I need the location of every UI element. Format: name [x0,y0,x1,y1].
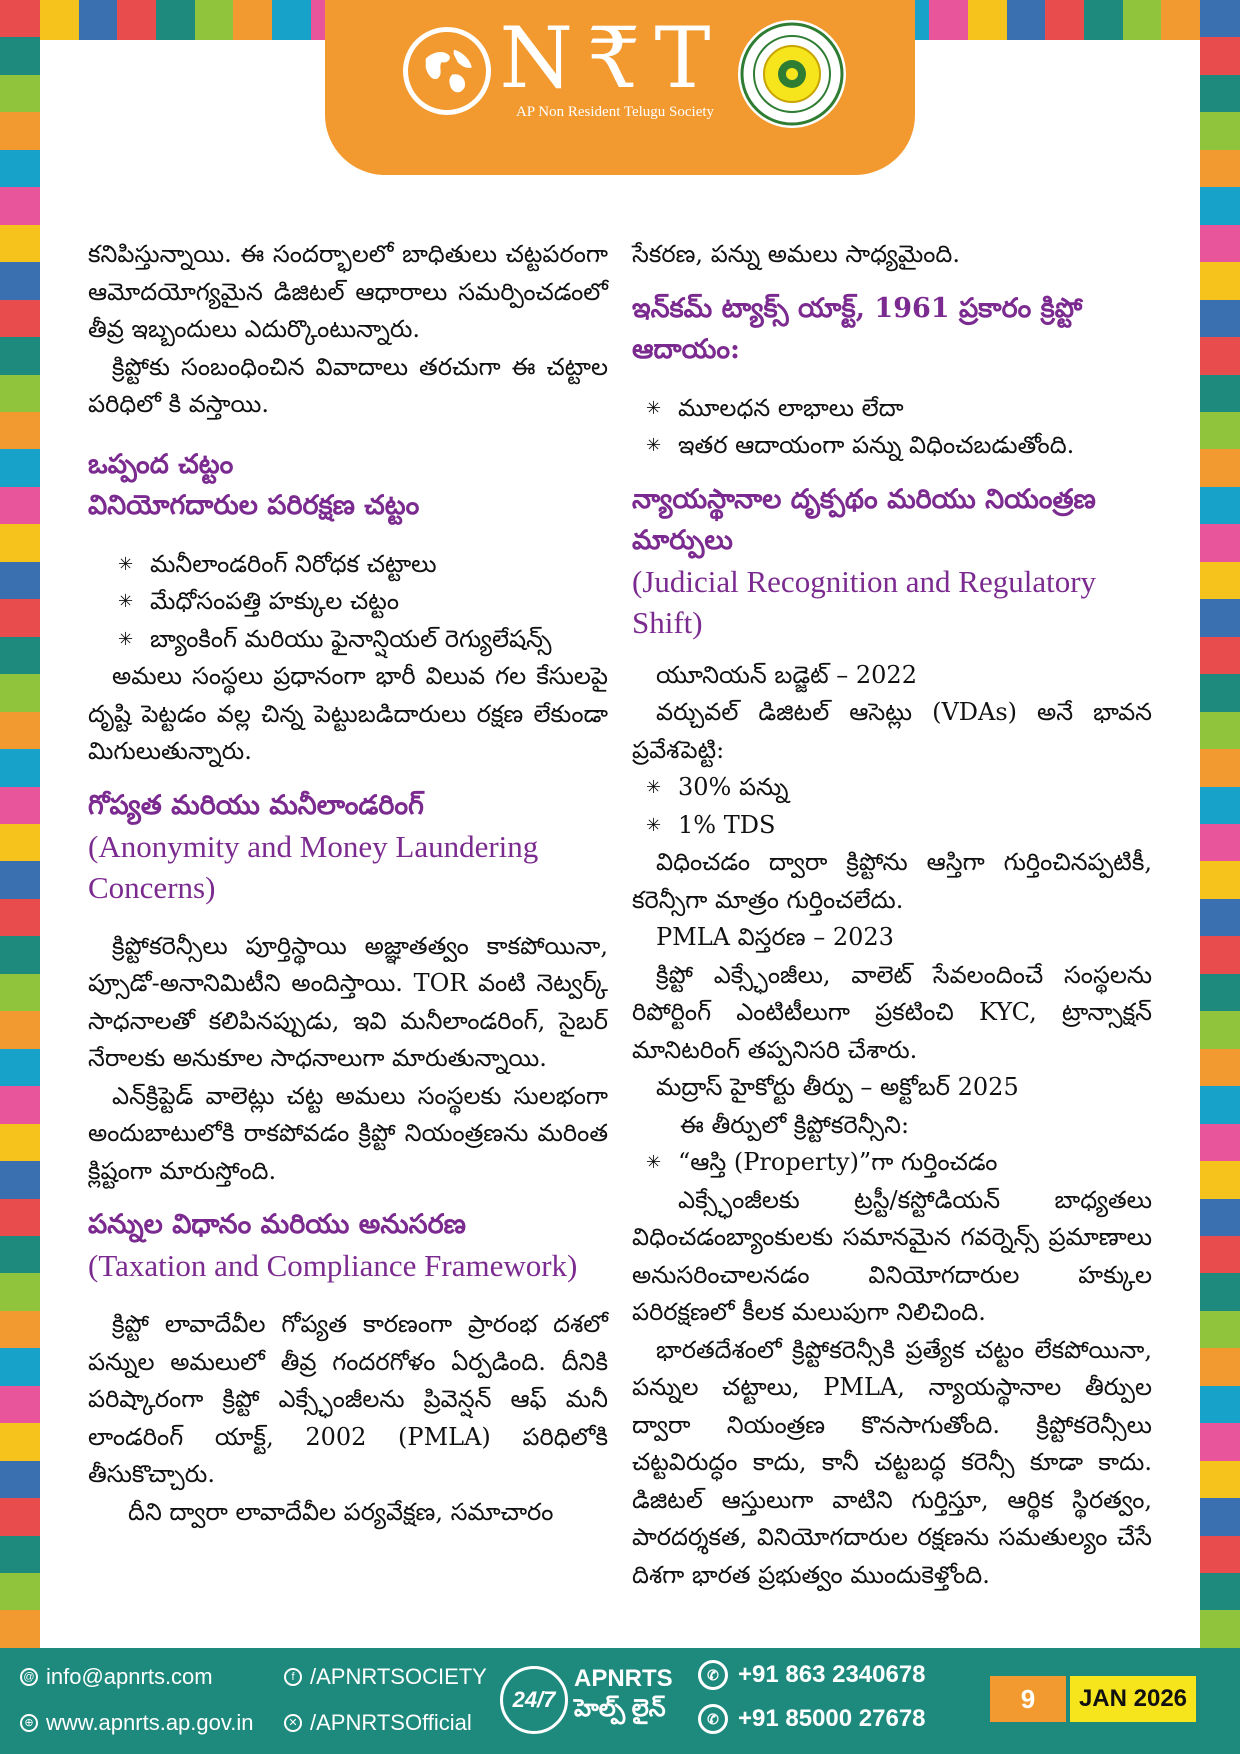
border-tile [1200,674,1240,711]
border-tile [156,0,195,40]
border-tile [0,1536,40,1573]
subheading-line: మద్రాస్ హైకోర్టు తీర్పు – అక్టోబర్ 2025 [656,1073,1019,1101]
subheading-line: PMLA విస్తరణ – 2023 [656,923,894,951]
paragraph: దీని ద్వారా లావాదేవీల పర్యవేక్షణ, సమాచారం [128,1497,554,1526]
helpline-24-7-icon: 24/7 [500,1666,568,1734]
border-tile [1200,1124,1240,1161]
brand-name: APNRTS [574,1665,673,1692]
border-tile [1200,1386,1240,1423]
list-item: ✳ బ్యాంకింగ్ మరియు ఫైనాన్షియల్ రెగ్యులేషన్స్ [88,621,608,659]
globe-logo-icon [403,27,491,115]
footer-phone-2[interactable] [698,1704,926,1734]
border-tile [1200,1161,1240,1198]
bullet-list [632,390,1152,465]
footer-phone-1[interactable] [698,1660,926,1690]
border-tile [0,487,40,524]
border-tile [1200,187,1240,224]
border-tile [1200,75,1240,112]
border-tile [0,1199,40,1236]
border-tile [1200,974,1240,1011]
border-tile [0,75,40,112]
border-tile [1200,599,1240,636]
border-tile [1200,524,1240,561]
whatsapp-icon: ✆ [698,1704,728,1734]
globe-icon: ⊕ [20,1714,38,1732]
border-tile [1200,1461,1240,1498]
twitter-handle: /APNRTSOfficial [310,1710,472,1735]
border-tile [929,0,968,40]
border-tile [1200,487,1240,524]
border-tile [0,936,40,973]
border-tile [1200,1086,1240,1123]
border-tile [0,449,40,486]
paragraph: విధించడం ద్వారా క్రిప్టోను ఆస్తిగా గుర్తించినప్పటికీ, కరెన్సీగా మాత్రం గుర్తించలేదు. [632,848,1152,914]
border-tile [1200,637,1240,674]
border-tile [0,1011,40,1048]
ap-government-seal-icon [738,20,846,128]
border-tile [0,637,40,674]
border-tile [0,1124,40,1161]
border-tile [1123,0,1162,40]
section-heading: ఒప్పంద చట్టం [88,448,234,480]
section-heading: న్యాయస్థానాల దృక్పథం మరియు నియంత్రణ మార్పులు [632,483,1096,556]
border-tile [79,0,118,40]
facebook-icon: f [284,1668,302,1686]
border-tile [0,1573,40,1610]
border-tile [0,1273,40,1310]
border-tile [1200,1049,1240,1086]
section-heading-english: (Judicial Recognition and Regulatory Shift) [632,563,1097,640]
paragraph: ఎక్స్ఛేంజీలకు ట్రస్టీ/కస్టోడియన్ బాధ్యతలు విధించడంబ్యాంకులకు సమానమైన గవర్నెన్స్ ప్రమాణాలు అనుసరించాలనడం వినియోగదారుల హక్కుల పరిరక్షణలో కీలక మలుపుగా నిలిచింది. [632,1185,1152,1326]
facebook-handle: /APNRTSOCIETY [310,1664,487,1689]
border-tile [0,225,40,262]
border-tile [0,1386,40,1423]
border-tile [1045,0,1084,40]
border-tile [0,1498,40,1535]
phone-icon: ✆ [698,1660,728,1690]
subheading-line: యూనియన్ బడ్జెట్ – 2022 [656,660,917,689]
footer-website[interactable] [20,1710,253,1736]
bullet-list [632,769,1152,844]
section-heading: వినియోగదారుల పరిరక్షణ చట్టం [88,489,420,521]
list-item: ✳ మనీలాండరింగ్ నిరోధక చట్టాలు [88,546,608,584]
article-right-column [632,236,1152,1594]
border-tile [1200,1199,1240,1236]
section-heading-english: (Taxation and Compliance Framework) [88,1248,578,1283]
footer-facebook[interactable] [284,1664,487,1690]
x-twitter-icon: ✕ [284,1714,302,1732]
border-tile [0,899,40,936]
paragraph: క్రిప్టో లావాదేవీల గోప్యత కారణంగా ప్రారంభ దశలో పన్నుల అమలులో తీవ్ర గందరగోళం ఏర్పడింది. దీనికి పరిష్కారంగా క్రిప్టో ఎక్స్ఛేంజీలను ప్రివెన్షన్ ఆఫ్ మనీ లాండరింగ్ యాక్ట్, 2002 (PMLA) పరిధిలోకి తీసుకొచ్చారు. [88,1310,608,1488]
border-tile [0,112,40,149]
border-tile [1200,412,1240,449]
email-icon: @ [20,1668,38,1686]
border-tile [0,712,40,749]
border-tile [1200,712,1240,749]
helpline-label: హెల్ప్ లైన్ [574,1695,666,1722]
paragraph: ఈ తీర్పులో క్రిప్టోకరెన్సీని: [680,1110,910,1139]
border-tile [0,1461,40,1498]
border-tile [1200,787,1240,824]
border-tile [0,749,40,786]
border-tile [0,1610,40,1647]
border-tile [0,1049,40,1086]
border-tile [1200,375,1240,412]
paragraph: అమలు సంస్థలు ప్రధానంగా భారీ విలువ గల కేసులపై దృష్టి పెట్టడం వల్ల చిన్న పెట్టుబడిదారులు రక్షణ లేకుండా మిగులుతున్నారు. [88,662,608,765]
border-tile [0,674,40,711]
paragraph: వర్చువల్ డిజిటల్ ఆసెట్లు (VDAs) అనే భావన ప్రవేశపెట్టి: [632,698,1152,764]
border-tile [0,375,40,412]
border-tile [0,974,40,1011]
phone-number: +91 863 2340678 [738,1661,926,1688]
paragraph: ఎన్‌క్రిప్టెడ్ వాలెట్లు చట్ట అమలు సంస్థలకు సులభంగా అందుబాటులోకి రాకపోవడం క్రిప్టో నియంత్రణను మరింత క్లిష్టంగా మారుస్తోంది. [88,1081,608,1185]
border-tile [1200,0,1240,37]
border-tile [0,1348,40,1385]
border-tile [0,1161,40,1198]
border-tile [0,300,40,337]
border-tile [1200,1498,1240,1535]
footer-email[interactable] [20,1664,213,1690]
border-tile [1200,300,1240,337]
border-tile [1200,225,1240,262]
border-tile [0,37,40,74]
bullet-list [632,1144,1152,1182]
border-tile [0,599,40,636]
bullet-list [88,546,608,659]
list-item: ✳ 1% TDS [632,807,1152,845]
border-tile [0,524,40,561]
phone-number: +91 85000 27678 [738,1705,926,1732]
email-text: info@apnrts.com [46,1664,213,1689]
border-tile [1200,749,1240,786]
border-tile [0,0,40,37]
border-tile [0,824,40,861]
article-left-column [88,236,608,1531]
section-heading: గోప్యత మరియు మనీలాండరింగ్ [88,789,424,821]
paragraph: క్రిప్టోకు సంబంధించిన వివాదాలు తరచుగా ఈ చట్టాల పరిధిలో కి వస్తాయి. [88,352,608,418]
border-tile [1200,262,1240,299]
border-tile [195,0,234,40]
border-tile [1200,1573,1240,1610]
border-tile [1200,899,1240,936]
border-tile [1200,1536,1240,1573]
border-tile [0,187,40,224]
left-decorative-border [0,0,40,1648]
border-tile [117,0,156,40]
section-heading: ఇన్‌కమ్ ట్యాక్స్ యాక్ట్, 1961 ప్రకారం క్రిప్టో ఆదాయం: [632,292,1083,365]
section-heading-english: (Anonymity and Money Laundering Concerns) [88,828,539,905]
border-tile [272,0,311,40]
border-tile [1200,337,1240,374]
logo-subtitle: AP Non Resident Telugu Society [515,104,715,120]
border-tile [0,1423,40,1460]
border-tile [1200,449,1240,486]
section-heading: పన్నుల విధానం మరియు అనుసరణ [88,1209,466,1240]
border-tile [1200,1236,1240,1273]
nrt-logo-text: N₹T [499,9,725,107]
border-tile [1200,1273,1240,1310]
border-tile [0,787,40,824]
website-text: www.apnrts.ap.gov.in [46,1710,254,1735]
right-decorative-border [1200,0,1240,1648]
helpline-brand [574,1664,673,1724]
border-tile [233,0,272,40]
issue-date: JAN 2026 [1070,1676,1196,1722]
border-tile [1084,0,1123,40]
border-tile [1161,0,1200,40]
border-tile [968,0,1007,40]
border-tile [0,262,40,299]
list-item: ✳ “ఆస్తి (Property)”గా గుర్తించడం [632,1144,1152,1182]
footer-twitter[interactable] [284,1710,472,1736]
border-tile [0,562,40,599]
list-item: ✳ మూలధన లాభాలు లేదా [632,390,1152,428]
border-tile [0,861,40,898]
paragraph: క్రిప్టో ఎక్స్ఛేంజీలు, వాలెట్ సేవలందించే సంస్థలను రిపోర్టింగ్ ఎంటిటీలుగా ప్రకటించి KYC, ట్రాన్సాక్షన్ మానిటరింగ్ తప్పనిసరి చేశారు. [632,960,1152,1064]
border-tile [1200,1011,1240,1048]
border-tile [1200,824,1240,861]
list-item: ✳ మేధోసంపత్తి హక్కుల చట్టం [88,583,608,621]
border-tile [0,1086,40,1123]
border-tile [1200,861,1240,898]
border-tile [0,150,40,187]
paragraph: సేకరణ, పన్ను అమలు సాధ్యమైంది. [632,240,960,268]
border-tile [1007,0,1046,40]
border-tile [0,412,40,449]
border-tile [0,337,40,374]
border-tile [0,1311,40,1348]
list-item: ✳ 30% పన్ను [632,769,1152,807]
page-number: 9 [990,1676,1066,1722]
border-tile [1200,1311,1240,1348]
border-tile [1200,936,1240,973]
border-tile [0,1236,40,1273]
paragraph: క్రిప్టోకరెన్సీలు పూర్తిస్థాయి అజ్ఞాతత్వం కాకపోయినా, ప్సూడో-అనానిమిటీని అందిస్తాయి. TOR వంటి నెట్వర్క్ సాధనాలతో కలిపినప్పుడు, ఇవి మనీలాండరింగ్, సైబర్ నేరాలకు అనుకూల సాధనాలుగా మారుతున్నాయి. [88,931,608,1072]
footer [0,1648,1240,1754]
list-item: ✳ ఇతర ఆదాయంగా పన్ను విధించబడుతోంది. [632,427,1152,465]
border-tile [1200,562,1240,599]
border-tile [1200,1423,1240,1460]
border-tile [1200,37,1240,74]
paragraph: భారతదేశంలో క్రిప్టోకరెన్సీకి ప్రత్యేక చట్టం లేకపోయినా, పన్నుల చట్టాలు, PMLA, న్యాయస్థానాల తీర్పుల ద్వారా నియంత్రణ కొనసాగుతోంది. క్రిప్టోకరెన్సీలు చట్టవిరుద్ధం కాదు, కానీ చట్టబద్ధ కరెన్సీ కూడా కాదు. డిజిటల్ ఆస్తులుగా వాటిని గుర్తిస్తూ, ఆర్థిక స్థిరత్వం, పారదర్శకత, వినియోగదారుల రక్షణను సమతుల్యం చేసే దిశగా భారత ప్రభుత్వం ముందుకెళ్తోంది. [632,1335,1152,1589]
paragraph: కనిపిస్తున్నాయి. ఈ సందర్భాలలో బాధితులు చట్టపరంగా ఆమోదయోగ్యమైన డిజిటల్ ఆధారాలు సమర్పించడంలో తీవ్ర ఇబ్బందులు ఎదుర్కొంటున్నారు. [88,240,608,343]
border-tile [40,0,79,40]
border-tile [1200,112,1240,149]
border-tile [1200,1610,1240,1647]
border-tile [1200,1348,1240,1385]
border-tile [1200,150,1240,187]
